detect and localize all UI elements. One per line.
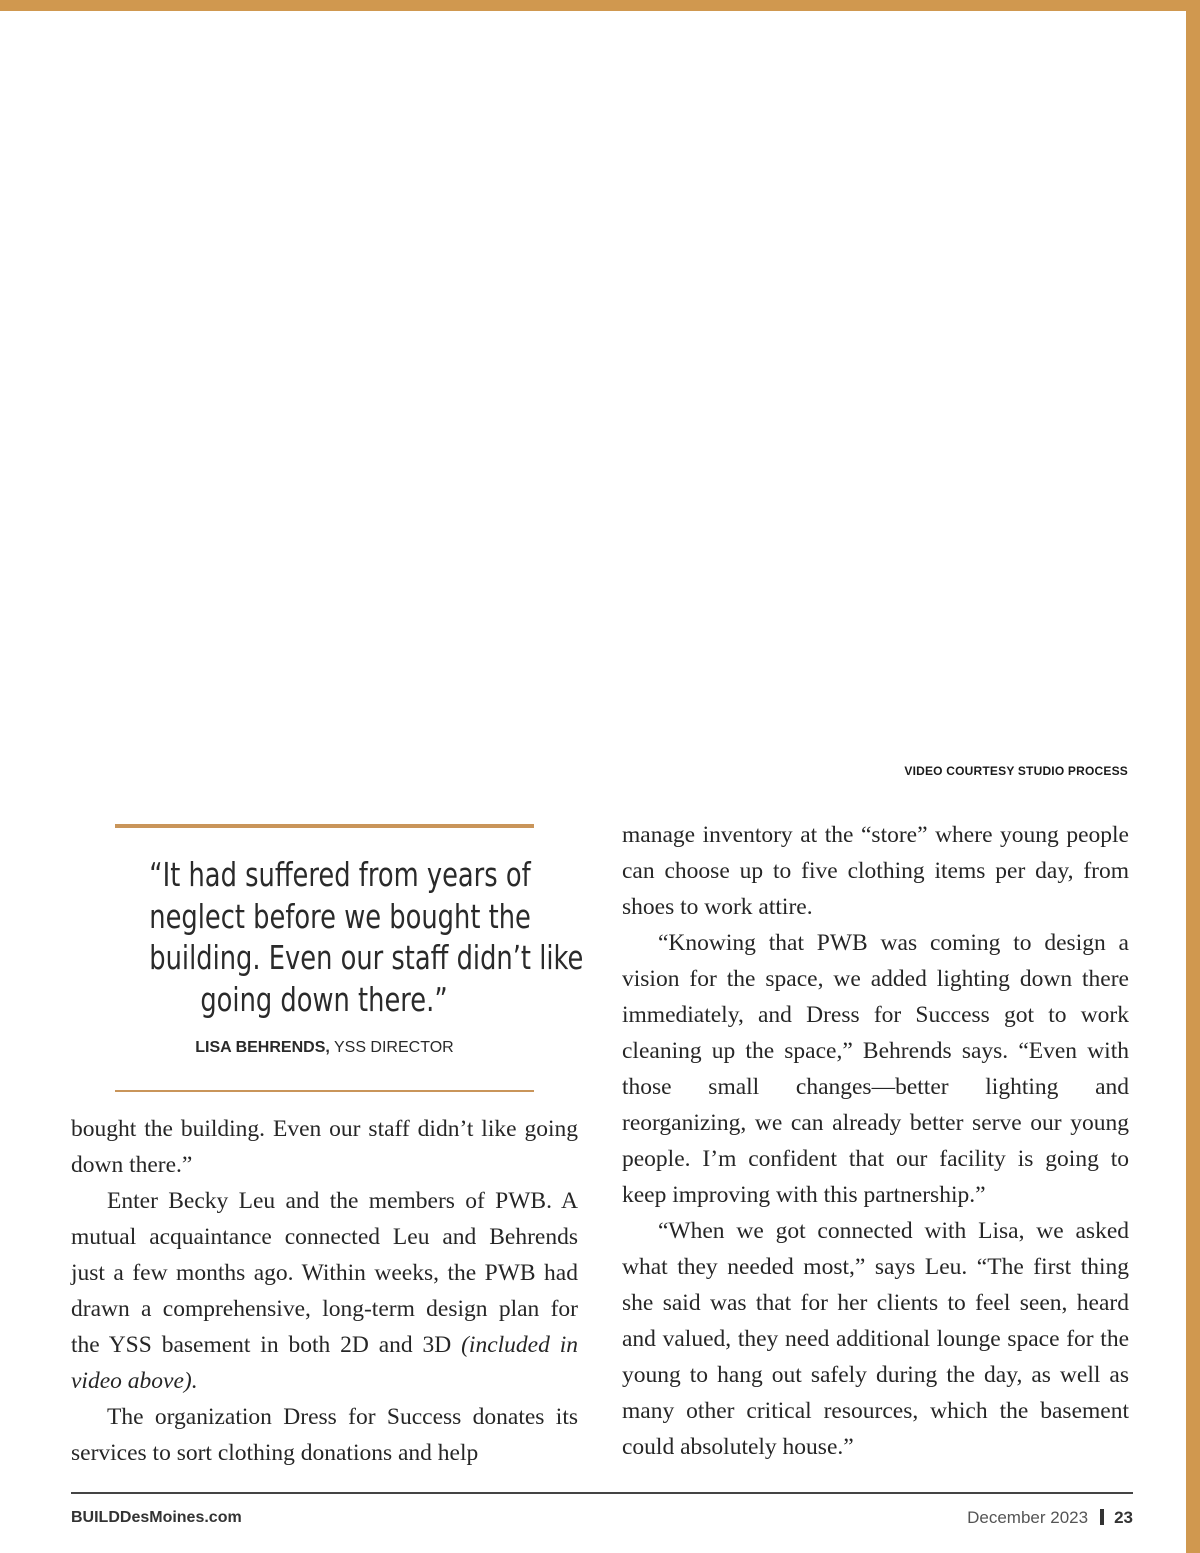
footer-site-link[interactable]: BUILDDesMoines.com [71, 1509, 242, 1526]
issue-date: December 2023 [967, 1508, 1089, 1527]
pull-quote [149, 854, 584, 1020]
paragraph: “When we got connected with Lisa, we asked what they needed most,” says Leu. “The first thing she said was that for her clients to feel seen, heard and valued, they need additional lounge space for the young to hang out safely during the day, as well as many other critical resources, which the basement could absolutely house.” [622, 1218, 1129, 1460]
pull-quote-line: building. Even our staff didn’t like [149, 938, 584, 977]
page-number: 23 [1114, 1508, 1133, 1527]
paragraph: bought the building. Even our staff didn’t like going down there.” [71, 1116, 578, 1178]
footer-separator [1100, 1509, 1104, 1525]
paragraph [71, 1183, 578, 1399]
footer-rule [71, 1492, 1133, 1494]
pull-quote-line: neglect before we bought the [149, 896, 531, 936]
paragraph: manage inventory at the “store” where young people can choose up to five clothing items per day, from shoes to work attire. [622, 822, 1129, 920]
right-accent-bar [1186, 0, 1200, 1553]
pull-quote-bottom-rule [115, 1090, 534, 1092]
pull-quote-line: going down there.” [200, 979, 448, 1019]
attribution-name: LISA BEHRENDS, [195, 1039, 330, 1056]
embedded-video-area[interactable] [0, 11, 1186, 756]
paragraph-text: Enter Becky Leu and the members of PWB. A mutual acquaintance connected Leu and Behrends just a few months ago. Within weeks, the PWB had drawn a comprehensive, long-term design plan for the YSS basement in both 2D and 3D [71, 1188, 578, 1358]
attribution-title: YSS DIRECTOR [329, 1039, 454, 1056]
pull-quote-attribution [115, 1039, 534, 1057]
footer-issue-info [967, 1508, 1133, 1528]
top-accent-bar [0, 0, 1200, 11]
paragraph: The organization Dress for Success donates its services to sort clothing donations and help [71, 1404, 578, 1466]
paragraph: “Knowing that PWB was coming to design a vision for the space, we added lighting down there immediately, and Dress for Success got to work cleaning up the space,” Behrends says. “Even with those small changes—better lighting and reorganizing, we can already better serve our young people. I’m confident that our facility is going to keep improving with this partnership.” [622, 930, 1129, 1208]
left-column [71, 1111, 578, 1471]
paragraph-italic-text: (included in video above). [71, 1332, 579, 1394]
pull-quote-top-rule [115, 824, 534, 828]
right-column [622, 817, 1129, 1465]
pull-quote-line: “It had suffered from years of [149, 855, 531, 894]
video-credit: VIDEO COURTESY STUDIO PROCESS [904, 764, 1128, 778]
